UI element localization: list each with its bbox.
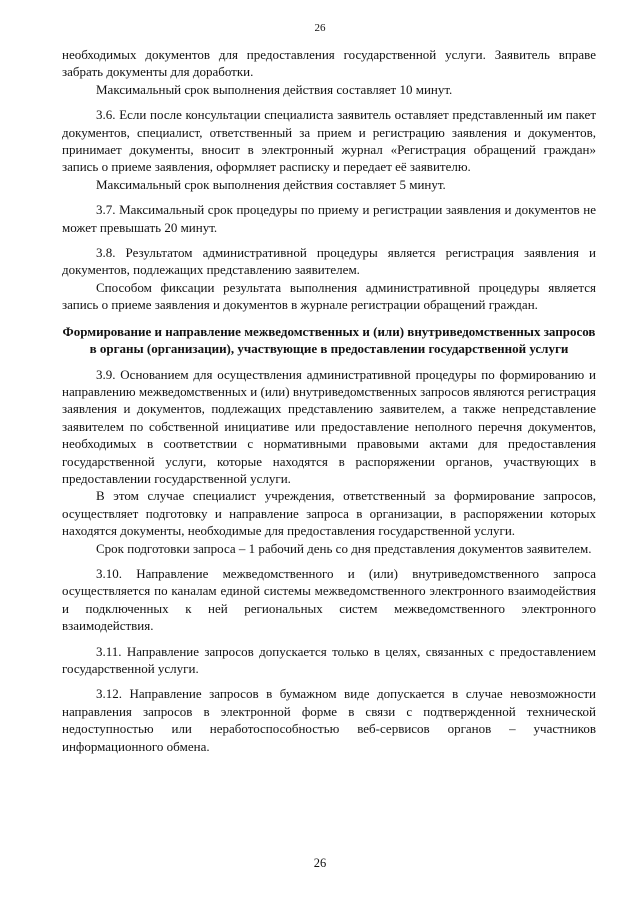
paragraph-3-7: 3.7. Максимальный срок процедуры по приему и регистрации заявления и документов не может превышать 20 минут. <box>62 202 596 235</box>
paragraph-time-limit-10: Максимальный срок выполнения действия составляет 10 минут. <box>96 81 453 97</box>
paragraph-time-limit-5: Максимальный срок выполнения действия составляет 5 минут. <box>96 176 446 192</box>
paragraph-3-6: 3.6. Если после консультации специалиста заявитель оставляет представленный им пакет документов, специалист, ответственный за прием и регистрацию заявления и документов, принимает документы, вносит в электронный журнал «Регистрация обращений граждан» запись о приеме заявления, оформляет расписку и передает её заявителю. <box>62 107 596 175</box>
paragraph-3-9: 3.9. Основанием для осуществления административной процедуры по формированию и направлению межведомственных и (или) внутриведомственных запросов являются регистрация заявления и документов, подлежащих представлению заявителем, а также непредставление заявителем по собственной инициативе или предоставление неполного перечня документов, необходимых в соответствии с нормативными правовыми актами для предоставления государственной услуги, которые находятся в распоряжении органов, участвующих в предоставлении государственной услуги. <box>62 366 596 486</box>
paragraph-fixation-method: Способом фиксации результата выполнения административной процедуры является запись о приеме заявления и документов в журнале регистрации обращений граждан. <box>62 279 596 313</box>
paragraph-3-10: 3.10. Направление межведомственного и (или) внутриведомственного запроса осуществляется по каналам единой системы межведомственного электронного взаимодействия и подключенных к ней региональных систем межведомственного электронного взаимодействия. <box>62 565 596 634</box>
document-body <box>62 46 596 755</box>
section-heading: Формирование и направление межведомственных и (или) внутриведомственных запросов в органы (организации), участвующие в предоставлении государственной услуги <box>62 323 596 357</box>
paragraph-continuation: необходимых документов для предоставления государственной услуги. Заявитель вправе забрать документы для доработки. <box>62 47 596 80</box>
paragraph-request-preparation: В этом случае специалист учреждения, ответственный за формирование запросов, осуществляет подготовку и направление запроса в организации, в распоряжении которых находятся документы, необходимые для предоставления государственной услуги. <box>62 488 596 539</box>
page-number-bottom: 26 <box>313 856 327 870</box>
paragraph-3-11: 3.11. Направление запросов допускается только в целях, связанных с предоставлением государственной услуги. <box>62 643 596 676</box>
paragraph-3-12: 3.12. Направление запросов в бумажном виде допускается в случае невозможности направления запросов в электронной форме в связи с подтвержденной технической недоступностью или неработоспособностью веб-сервисов органов – участников информационного обмена. <box>62 686 596 754</box>
page-number-top: 26 <box>314 22 326 34</box>
paragraph-3-8: 3.8. Результатом административной процедуры является регистрация заявления и документов, подлежащих представлению заявителем. <box>62 245 596 278</box>
paragraph-request-deadline: Срок подготовки запроса – 1 рабочий день со дня представления документов заявителем. <box>96 540 592 556</box>
